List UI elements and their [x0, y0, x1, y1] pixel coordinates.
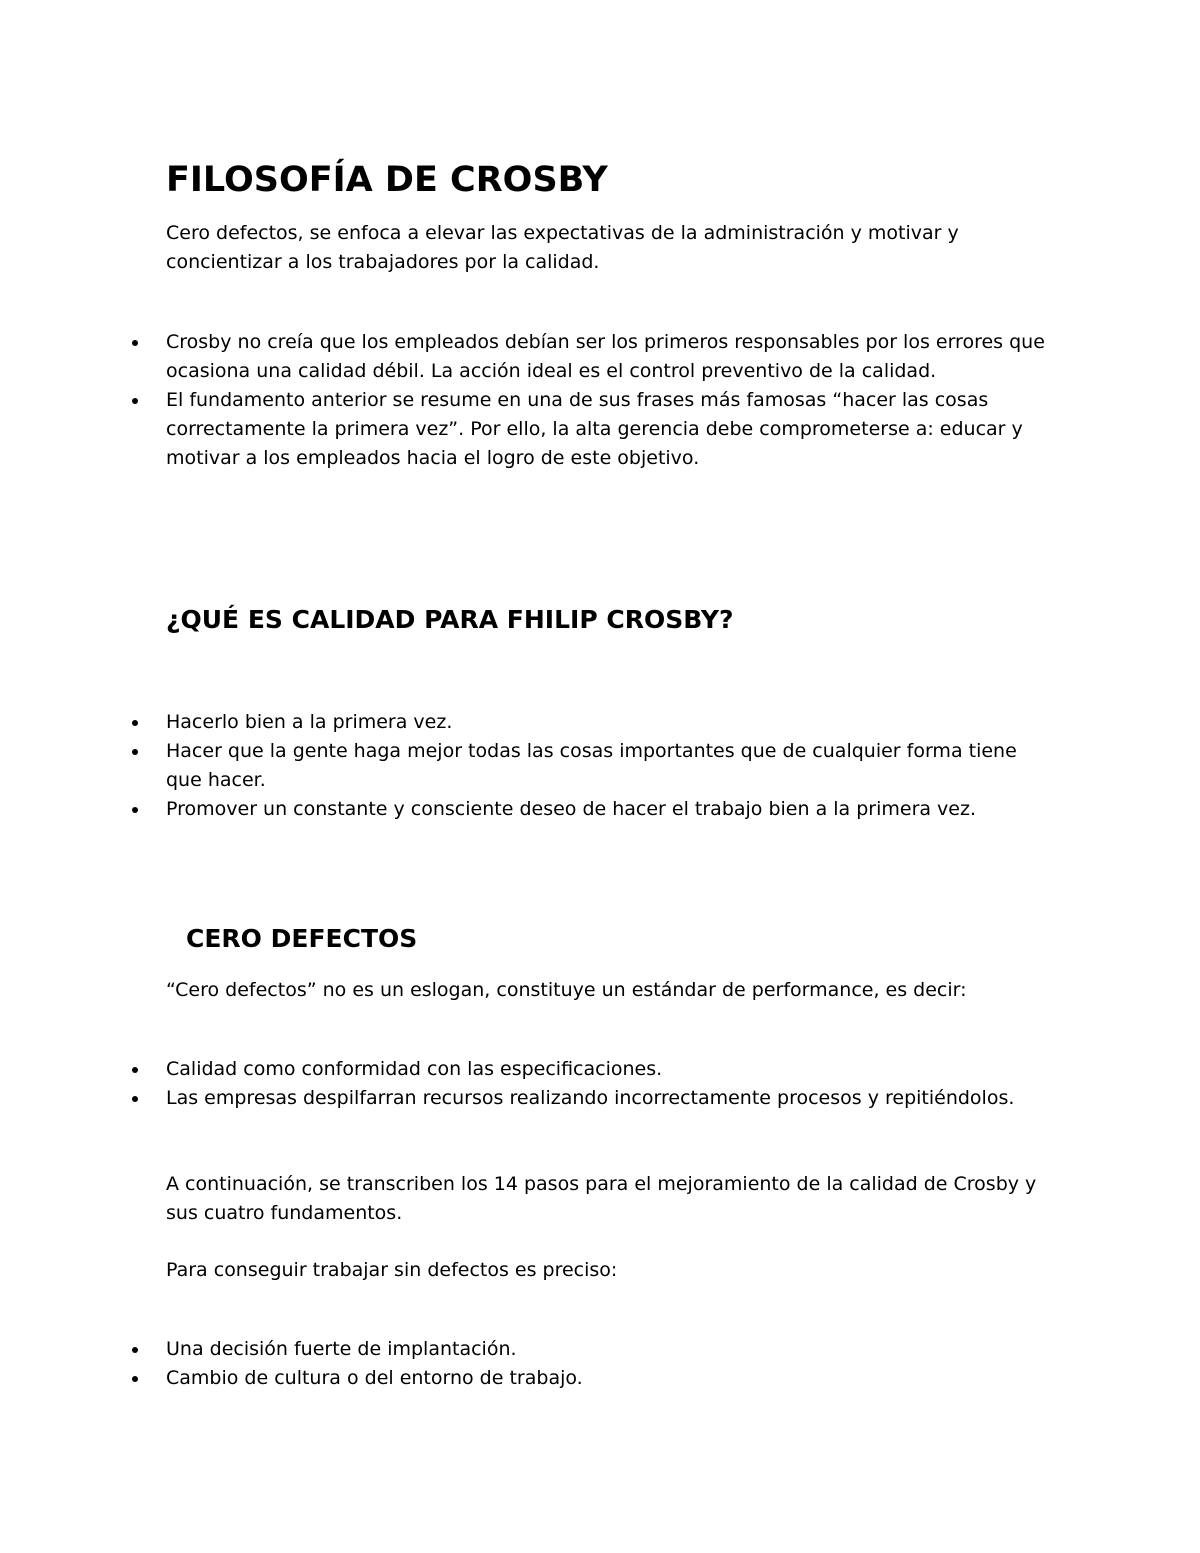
intro-paragraph: Cero defectos, se enfoca a elevar las expectativas de la administración y motivar y concientizar a los trabajadores por la calidad.: [166, 222, 959, 273]
list-item: Una decisión fuerte de implantación.: [166, 1335, 1046, 1364]
list-item: Hacerlo bien a la primera vez.: [166, 708, 1046, 737]
bullet-list-quality: [166, 708, 1046, 824]
list-item: Las empresas despilfarran recursos realizando incorrectamente procesos y repitiéndolos.: [166, 1084, 1046, 1113]
steps-paragraph: A continuación, se transcriben los 14 pasos para el mejoramiento de la calidad de Crosby y sus cuatro fundamentos.: [166, 1173, 1037, 1224]
quality-heading: ¿QUÉ ES CALIDAD PARA FHILIP CROSBY?: [166, 605, 734, 634]
bullet-list-requirements: [166, 1335, 1046, 1393]
main-heading: FILOSOFÍA DE CROSBY: [166, 160, 608, 200]
bullet-list-zero-defects: [166, 1055, 1046, 1113]
list-item: Calidad como conformidad con las especificaciones.: [166, 1055, 1046, 1084]
precise-paragraph: Para conseguir trabajar sin defectos es preciso:: [166, 1259, 618, 1281]
list-item: El fundamento anterior se resume en una de sus frases más famosas “hacer las cosas correctamente la primera vez”. Por ello, la alta gerencia debe comprometerse a: educar y motivar a los empleados hacia el logro de este objetivo.: [166, 386, 1046, 473]
list-item: Cambio de cultura o del entorno de trabajo.: [166, 1364, 1046, 1393]
bullet-list-crosby: [166, 328, 1046, 473]
list-item: Crosby no creía que los empleados debían ser los primeros responsables por los errores que ocasiona una calidad débil. La acción ideal es el control preventivo de la calidad.: [166, 328, 1046, 386]
list-item: Hacer que la gente haga mejor todas las cosas importantes que de cualquier forma tiene que hacer.: [166, 737, 1046, 795]
zero-defects-intro: “Cero defectos” no es un eslogan, constituye un estándar de performance, es decir:: [166, 979, 967, 1001]
list-item: Promover un constante y consciente deseo de hacer el trabajo bien a la primera vez.: [166, 795, 1046, 824]
zero-defects-heading: CERO DEFECTOS: [186, 924, 418, 953]
